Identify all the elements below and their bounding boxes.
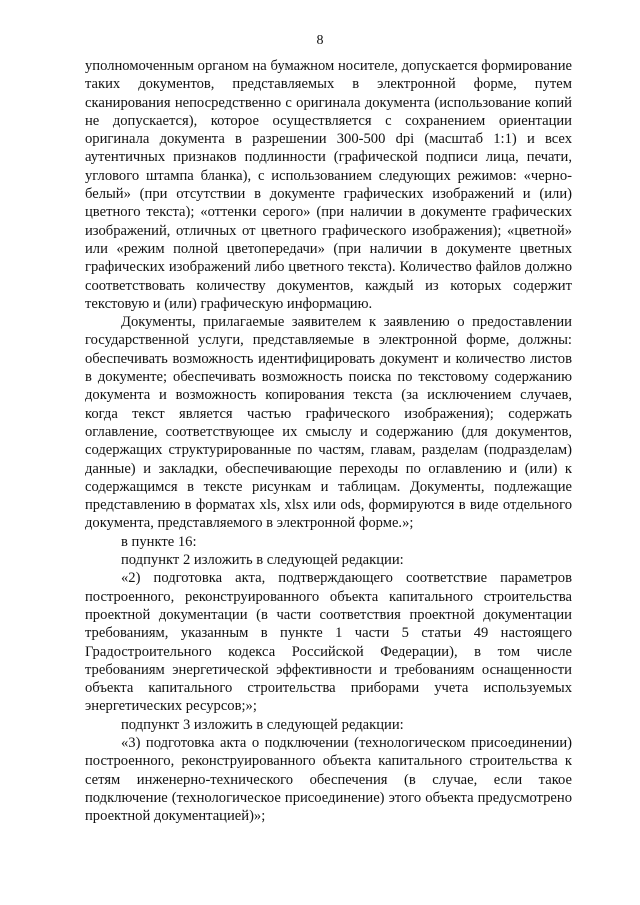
paragraph-subclause-2-text: «2) подготовка акта, подтверждающего соответствие параметров построенного, реконструированного объекта капитального строительства проектной документации (в части соответствия проектной документации требованиям, указанным в пункте 1 части 5 статьи 49 настоящего Градостроительного кодекса Российской Федерации), в том числе требованиям энергетической эффективности и требованиям оснащенности объекта капитального строительства приборами учета используемых энергетических ресурсов;»; [85, 570, 572, 715]
paragraph-electronic-documents: Документы, прилагаемые заявителем к заявлению о предоставлении государственной услуги, представляемые в электронной форме, должны: обеспечивать возможность идентифицировать документ и количество листов в документе; обеспечивать возможность поиска по текстовому содержанию документа и возможность копирования текста (за исключением случаев, когда текст является частью графического изображения); содержать оглавление, соответствующее их смыслу и содержанию (для документов, содержащих структурированные по частям, главам, разделам (подразделам) данные) и закладки, обеспечивающие переходы по оглавлению и (или) к содержащимся в тексте рисункам и таблицам. Документы, подлежащие представлению в форматах xls, xlsx или ods, формируются в виде отдельного документа, представляемого в электронной форме.»; [85, 314, 572, 532]
paragraph-scanning-requirements: уполномоченным органом на бумажном носителе, допускается формирование таких документов, представляемых в электронной форме, путем сканирования непосредственно с оригинала документа (использование копий не допускается), которое осуществляется с сохранением ориентации оригинала документа в разрешении 300-500 dpi (масштаб 1:1) и всех аутентичных признаков подлинности (графической подписи лица, печати, углового штампа бланка), с использованием следующих режимов: «черно-белый» (при отсутствии в документе графических изображений и (или) цветного текста); «оттенки серого» (при наличии в документе графических изображений, отличных от цветного графического изображения); «цветной» или «режим полной цветопередачи» (при наличии в документе цветных графических изображений либо цветного текста). Количество файлов должно соответствовать количеству документов, каждый из которых содержит текстовую и (или) графическую информацию. [85, 58, 572, 312]
page-number: 8 [316, 33, 324, 48]
document-body [85, 57, 572, 825]
paragraph-subclause-2-intro: подпункт 2 изложить в следующей редакции: [121, 552, 404, 569]
paragraph-subclause-3-text: «3) подготовка акта о подключении (технологическом присоединении) построенного, реконструированного объекта капитального строительства к сетям инженерно-технического обеспечения (в случае, если такое подключение (технологическое присоединение) этого объекта предусмотрено проектной документацией)»; [85, 734, 572, 825]
paragraph-clause-16: в пункте 16: [121, 533, 197, 550]
paragraph-subclause-3-intro: подпункт 3 изложить в следующей редакции: [121, 716, 404, 733]
